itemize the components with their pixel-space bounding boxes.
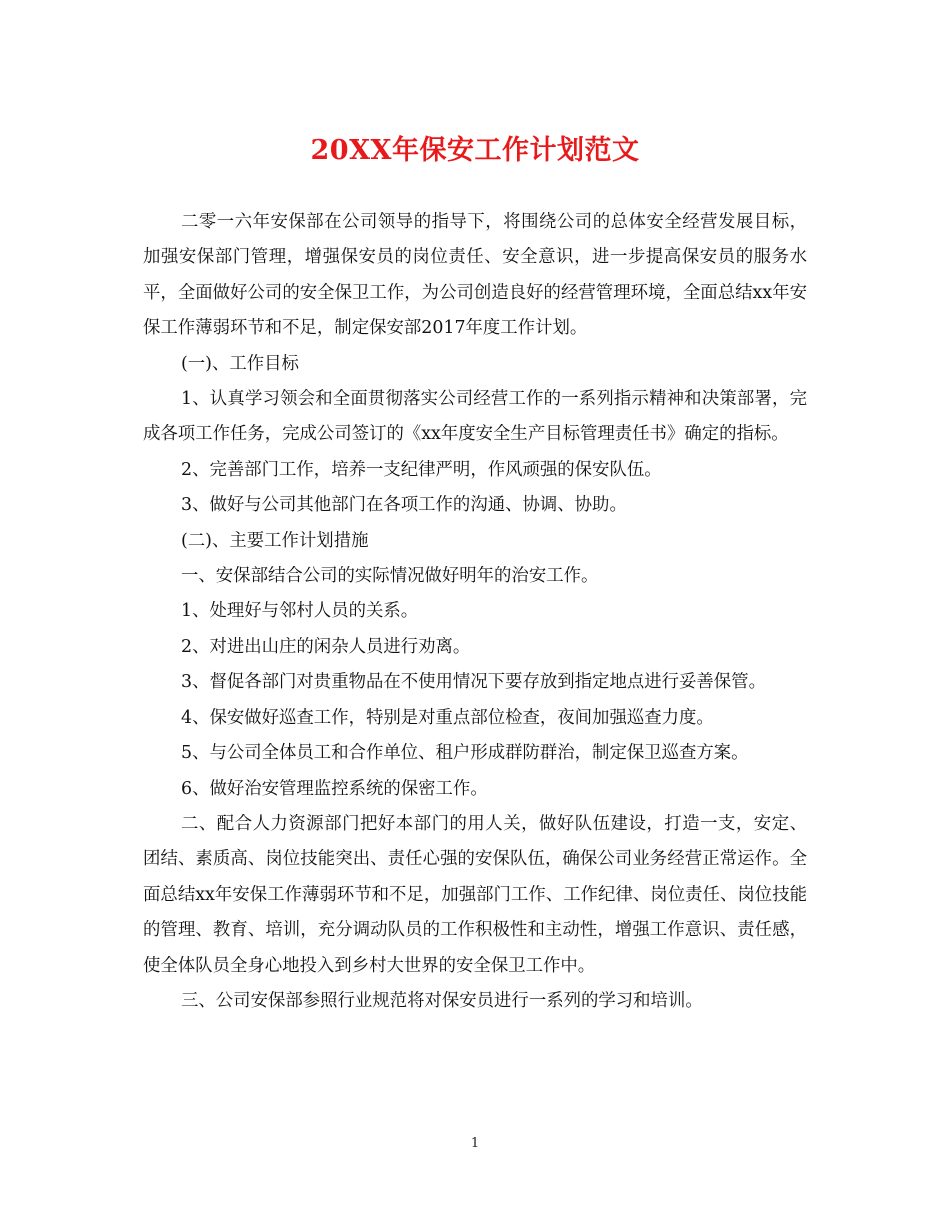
- paragraph-goal-1: 1、认真学习领会和全面贯彻落实公司经营工作的一系列指示精神和决策部署，完成各项工作任务，完成公司签订的《xx年度安全生产目标管理责任书》确定的指标。: [143, 389, 807, 445]
- section-heading-measures: (二)、主要工作计划措施: [181, 530, 369, 551]
- paragraph-goal-2: 2、完善部门工作，培养一支纪律严明，作风顽强的保安队伍。: [181, 459, 662, 480]
- paragraph-goal-3: 3、做好与公司其他部门在各项工作的沟通、协调、协助。: [181, 495, 627, 516]
- paragraph-intro: 二零一六年安保部在公司领导的指导下，将围绕公司的总体安全经营发展目标，加强安保部门管理，增强保安员的岗位责任、安全意识，进一步提高保安员的服务水平，全面做好公司的安全保卫工作，为公司创造良好的经营管理环境，全面总结xx年安保工作薄弱环节和不足，制定保安部2017年度工作计划。: [143, 212, 807, 339]
- document-title: 20XX年保安工作计划范文: [310, 135, 640, 166]
- document-body: [143, 205, 807, 1019]
- list-item: 2、对进出山庄的闲杂人员进行劝离。: [181, 636, 471, 657]
- page-number: 1: [470, 1136, 480, 1151]
- paragraph-measure-1: 一、安保部结合公司的实际情况做好明年的治安工作。: [181, 566, 599, 587]
- list-item: 4、保安做好巡查工作，特别是对重点部位检查，夜间加强巡查力度。: [181, 707, 714, 728]
- section-heading-goals: (一)、工作目标: [181, 353, 299, 374]
- list-item: 3、督促各部门对贵重物品在不使用情况下要存放到指定地点进行妥善保管。: [181, 672, 766, 693]
- paragraph-measure-3: 三、公司安保部参照行业规范将对保安员进行一系列的学习和培训。: [181, 990, 703, 1011]
- list-item: 5、与公司全体员工和合作单位、租户形成群防群治，制定保卫巡查方案。: [181, 743, 749, 764]
- paragraph-measure-2: 二、配合人力资源部门把好本部门的用人关，做好队伍建设，打造一支，安定、团结、素质高、岗位技能突出、责任心强的安保队伍，确保公司业务经营正常运作。全面总结xx年安保工作薄弱环节和不足，加强部门工作、工作纪律、岗位责任、岗位技能的管理、教育、培训，充分调动队员的工作积极性和主动性，增强工作意识、责任感，使全体队员全身心地投入到乡村大世界的安全保卫工作中。: [143, 813, 807, 976]
- list-item: 6、做好治安管理监控系统的保密工作。: [181, 778, 488, 799]
- list-item: 1、处理好与邻村人员的关系。: [181, 601, 419, 622]
